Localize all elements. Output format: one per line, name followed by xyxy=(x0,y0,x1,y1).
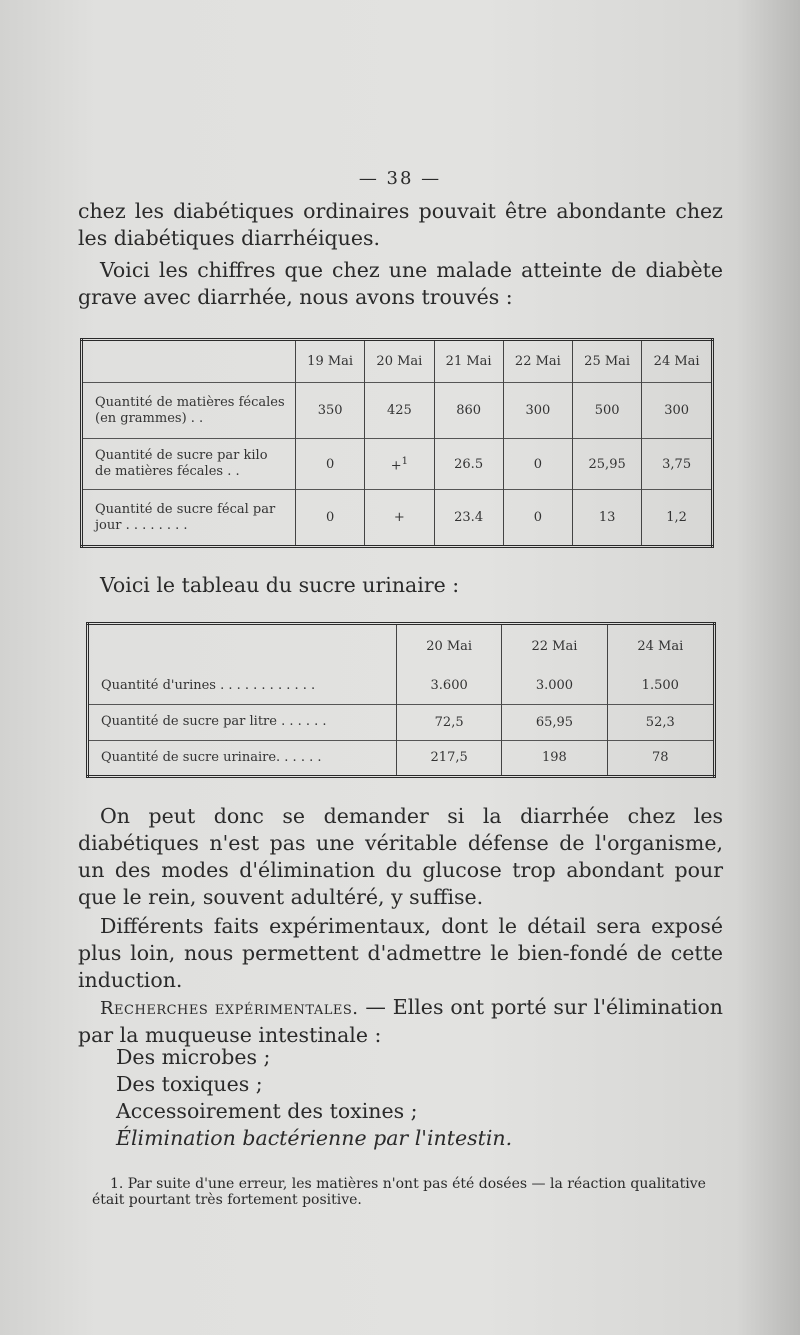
table-row xyxy=(82,490,713,547)
table-row xyxy=(88,704,715,740)
table-cell: 350 xyxy=(296,382,365,439)
paragraph-3: On peut donc se demander si la diarrhée chez les diabétiques n'est pas une véritable défense de l'organisme, un des modes d'élimination du glucose trop abondant pour que le rein, souvent adultéré, y suffise. xyxy=(78,804,723,909)
table-cell xyxy=(365,439,434,490)
table1-corner xyxy=(82,340,296,383)
table-cell: 0 xyxy=(503,490,572,547)
list-item: Des toxiques ; xyxy=(116,1072,263,1096)
table-cell: 78 xyxy=(607,740,714,776)
table2-header: 22 Mai xyxy=(502,624,607,668)
table-cell: 300 xyxy=(503,382,572,439)
table-cell: 72,5 xyxy=(397,704,502,740)
paragraph-2: Voici les chiffres que chez une malade atteinte de diabète grave avec diarrhée, nous avons trouvés : xyxy=(78,258,723,309)
page-number: — 38 — xyxy=(358,168,442,189)
footnote-marker: 1 xyxy=(401,455,409,467)
table-cell: 0 xyxy=(503,439,572,490)
paragraph-5-text: — Elles ont porté sur l'élimination par la muqueuse intestinale : xyxy=(78,995,724,1047)
table-cell: 3.600 xyxy=(397,668,502,704)
table-cell: 26.5 xyxy=(434,439,503,490)
row-label: Quantité de sucre fécal par jour . . . . . . . . xyxy=(82,490,296,547)
table-cell: 0 xyxy=(296,439,365,490)
table1-header: 20 Mai xyxy=(365,340,434,383)
table-cell: 198 xyxy=(502,740,607,776)
table-cell: 860 xyxy=(434,382,503,439)
paragraph-4: Différents faits expérimentaux, dont le détail sera exposé plus loin, nous permettent d'admettre le bien-fondé de cette induction. xyxy=(78,914,723,992)
table1-header: 21 Mai xyxy=(434,340,503,383)
table1-header: 22 Mai xyxy=(503,340,572,383)
table-cell: 300 xyxy=(642,382,713,439)
list-item: Élimination bactérienne par l'intestin. xyxy=(116,1126,513,1150)
table-cell: 23.4 xyxy=(434,490,503,547)
table1-header: 25 Mai xyxy=(573,340,642,383)
list-item: Accessoirement des toxines ; xyxy=(116,1099,418,1123)
table-cell: 52,3 xyxy=(607,704,714,740)
table-cell: 1.500 xyxy=(607,668,714,704)
row-label: Quantité de sucre par kilo de matières fécales . . xyxy=(82,439,296,490)
table2-caption: Voici le tableau du sucre urinaire : xyxy=(100,573,460,597)
table2-corner xyxy=(88,624,397,668)
table-cell: 1,2 xyxy=(642,490,713,547)
row-label: Quantité de matières fécales (en grammes) . . xyxy=(82,382,296,439)
paragraph-5 xyxy=(78,994,723,1049)
table-cell: + xyxy=(365,490,434,547)
table1-header: 19 Mai xyxy=(296,340,365,383)
paragraph-1: chez les diabétiques ordinaires pouvait être abondante chez les diabétiques diarrhéiques. xyxy=(78,199,723,250)
table1-header: 24 Mai xyxy=(642,340,713,383)
table-cell: 13 xyxy=(573,490,642,547)
fecal-sugar-table xyxy=(80,338,714,548)
urinary-sugar-table xyxy=(86,622,716,778)
table-row xyxy=(88,668,715,704)
table-cell: 217,5 xyxy=(397,740,502,776)
table-cell: 425 xyxy=(365,382,434,439)
table-cell: 3.000 xyxy=(502,668,607,704)
table2-header: 20 Mai xyxy=(397,624,502,668)
row-label: Quantité de sucre urinaire. . . . . . xyxy=(88,740,397,776)
experiment-list xyxy=(116,1044,512,1152)
row-label: Quantité d'urines . . . . . . . . . . . . xyxy=(88,668,397,704)
table2-header: 24 Mai xyxy=(607,624,714,668)
table-row xyxy=(88,740,715,776)
list-item: Des microbes ; xyxy=(116,1045,271,1069)
table-cell: 25,95 xyxy=(573,439,642,490)
section-heading: Recherches expérimentales. xyxy=(100,998,359,1019)
row-label: Quantité de sucre par litre . . . . . . xyxy=(88,704,397,740)
table-row xyxy=(82,382,713,439)
table-cell: 500 xyxy=(573,382,642,439)
table-cell-value: + xyxy=(390,457,402,473)
table-cell: 3,75 xyxy=(642,439,713,490)
table-row xyxy=(82,439,713,490)
footnote: 1. Par suite d'une erreur, les matières n'ont pas été dosées — la réaction qualitative était pourtant très fortement positive. xyxy=(92,1176,706,1208)
table-cell: 0 xyxy=(296,490,365,547)
table-cell: 65,95 xyxy=(502,704,607,740)
